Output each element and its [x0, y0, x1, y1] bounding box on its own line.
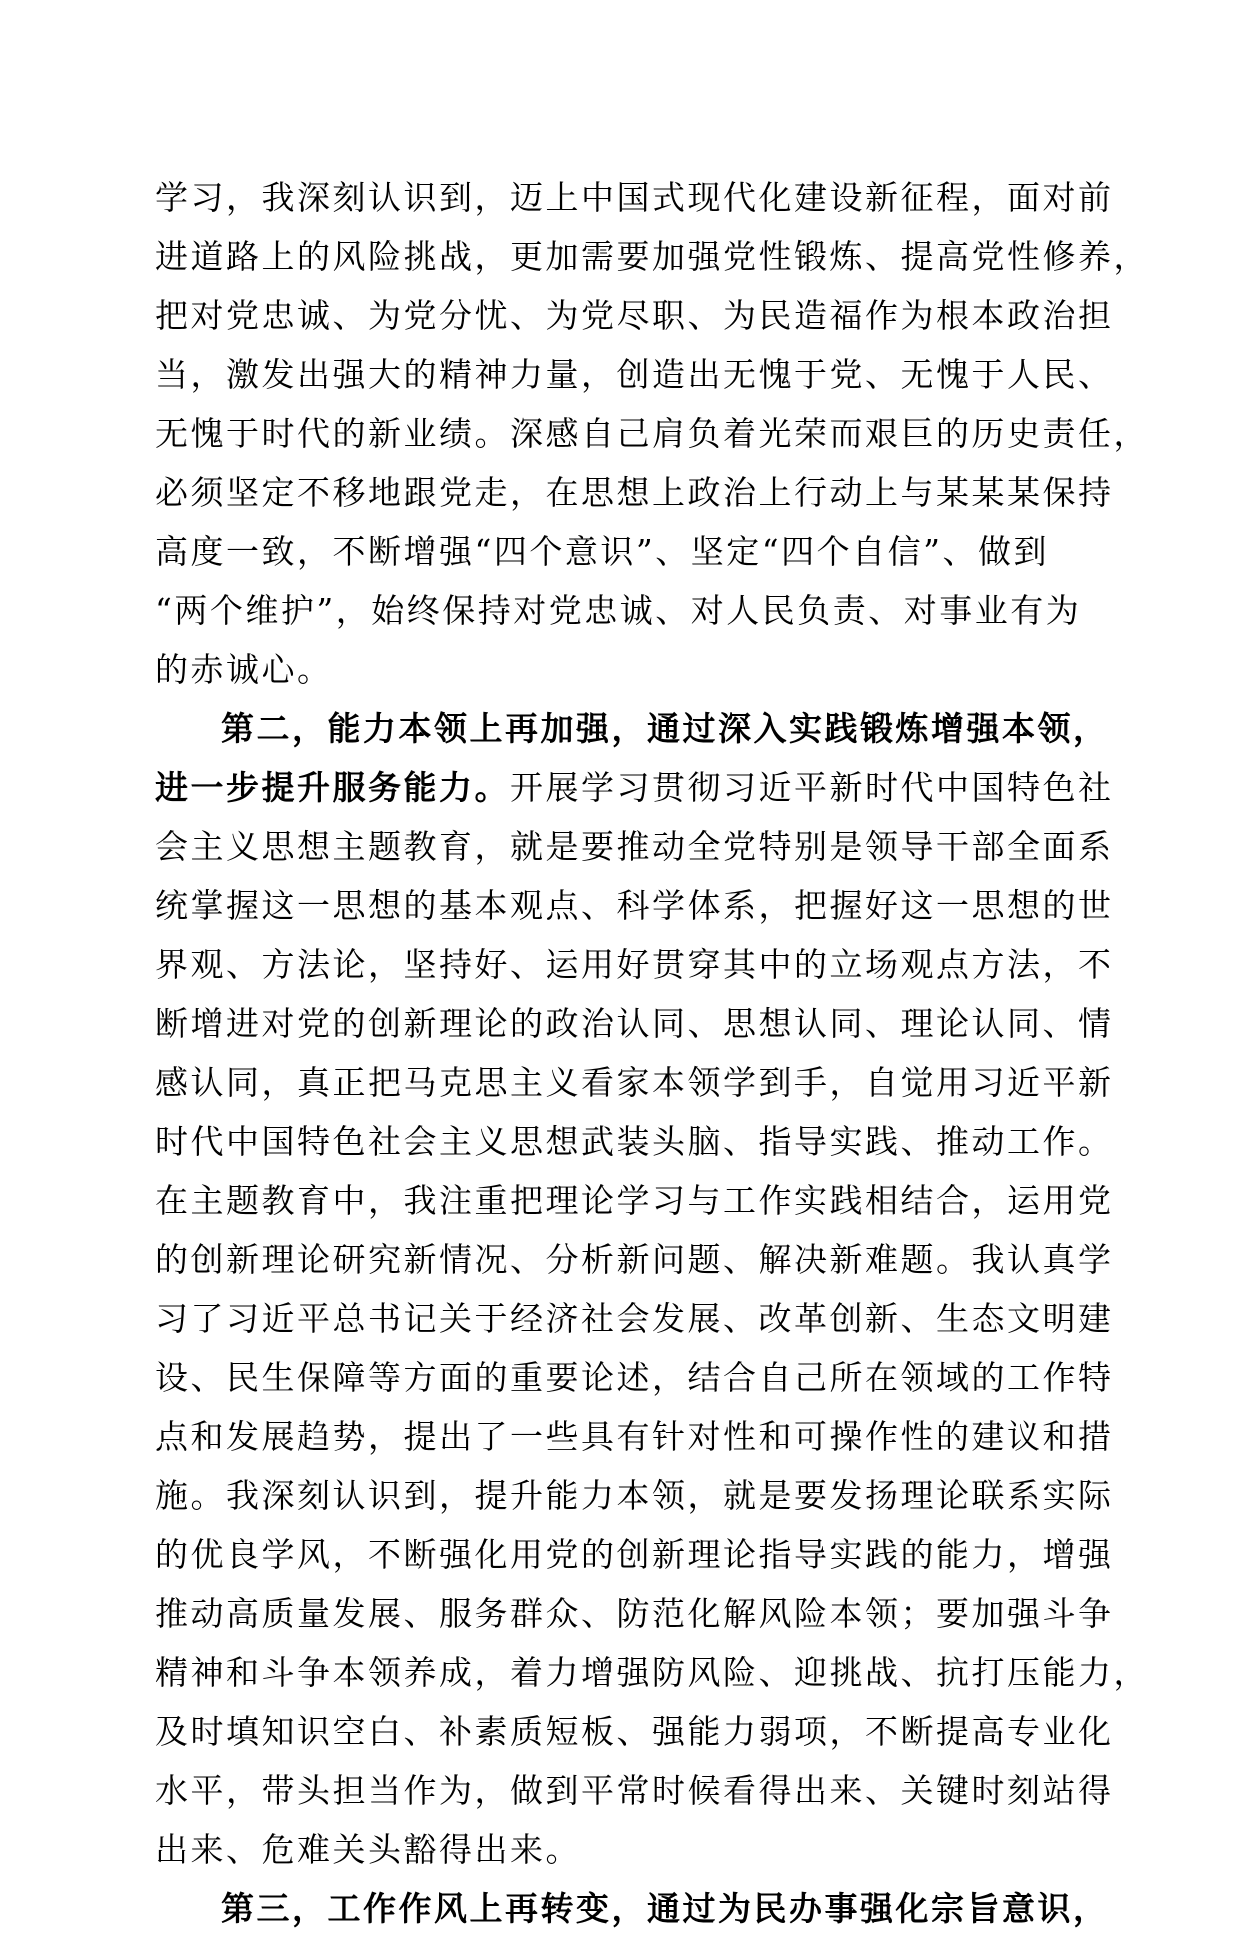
text-segment: 必须坚定不移地跟党走，在思想上政治上行动上与某某某保持 [155, 473, 1114, 512]
text-line [155, 1761, 1114, 1820]
text-segment: 习了习近平总书记关于经济社会发展、改革创新、生态文明建 [155, 1299, 1114, 1338]
text-line [155, 463, 1114, 522]
text-line [155, 227, 1149, 286]
text-line [155, 935, 1114, 994]
text-line [155, 1112, 1114, 1171]
text-line [155, 758, 1114, 817]
text-line [155, 876, 1114, 935]
text-segment: 点和发展趋势，提出了一些具有针对性和可操作性的建议和措 [155, 1417, 1114, 1456]
text-segment: 推动高质量发展、服务群众、防范化解风险本领；要加强斗争 [155, 1594, 1114, 1633]
text-segment: 设、民生保障等方面的重要论述，结合自己所在领域的工作特 [155, 1358, 1114, 1397]
text-line [155, 1879, 1109, 1938]
text-segment: 断增进对党的创新理论的政治认同、思想认同、理论认同、情 [155, 1004, 1114, 1043]
text-line [155, 1466, 1114, 1525]
bold-text-segment: 进一步提升服务能力。 [155, 768, 510, 807]
text-segment: 学习，我深刻认识到，迈上中国式现代化建设新征程，面对前 [155, 178, 1114, 217]
text-segment: 水平，带头担当作为，做到平常时候看得出来、关键时刻站得 [155, 1771, 1114, 1810]
text-line [155, 286, 1114, 345]
text-line [155, 522, 1095, 581]
text-line [155, 1525, 1114, 1584]
text-line [155, 404, 1149, 463]
text-line [155, 1053, 1114, 1112]
text-line [155, 817, 1114, 876]
text-segment: 在主题教育中，我注重把理论学习与工作实践相结合，运用党 [155, 1181, 1114, 1220]
text-segment: “两个维护”，始终保持对党忠诚、对人民负责、对事业有为 [155, 591, 1082, 630]
text-line [155, 345, 1114, 404]
text-line [155, 1584, 1114, 1643]
text-segment: 及时填知识空白、补素质短板、强能力弱项，不断提高专业化 [155, 1712, 1114, 1751]
text-segment: 感认同，真正把马克思主义看家本领学到手，自觉用习近平新 [155, 1063, 1114, 1102]
text-segment: 出来、危难关头豁得出来。 [155, 1830, 581, 1869]
document-page [155, 168, 1149, 1938]
text-segment: 的赤诚心。 [155, 650, 333, 689]
text-segment: 会主义思想主题教育，就是要推动全党特别是领导干部全面系 [155, 827, 1114, 866]
text-segment: 的创新理论研究新情况、分析新问题、解决新难题。我认真学 [155, 1240, 1114, 1279]
text-line [155, 1230, 1114, 1289]
text-line [155, 994, 1114, 1053]
text-line [155, 1820, 1095, 1879]
text-segment: 把对党忠诚、为党分忧、为党尽职、为民造福作为根本政治担 [155, 296, 1114, 335]
text-line [155, 1643, 1149, 1702]
text-line [155, 168, 1114, 227]
text-line [155, 1702, 1114, 1761]
text-segment: 精神和斗争本领养成，着力增强防风险、迎挑战、抗打压能力， [155, 1653, 1149, 1692]
text-segment: 当，激发出强大的精神力量，创造出无愧于党、无愧于人民、 [155, 355, 1114, 394]
text-segment: 无愧于时代的新业绩。深感自己肩负着光荣而艰巨的历史责任， [155, 414, 1149, 453]
text-line [155, 1348, 1114, 1407]
bold-text-segment: 第二，能力本领上再加强，通过深入实践锻炼增强本领， [221, 709, 1109, 748]
text-line [155, 1289, 1114, 1348]
text-segment: 统掌握这一思想的基本观点、科学体系，把握好这一思想的世 [155, 886, 1114, 925]
text-line [155, 581, 1095, 640]
text-segment: 界观、方法论，坚持好、运用好贯穿其中的立场观点方法，不 [155, 945, 1114, 984]
text-segment: 开展学习贯彻习近平新时代中国特色社 [510, 768, 1114, 807]
text-segment: 高度一致，不断增强“四个意识”、坚定“四个自信”、做到 [155, 532, 1049, 571]
text-line [155, 1407, 1114, 1466]
text-line [155, 640, 1095, 699]
text-segment: 的优良学风，不断强化用党的创新理论指导实践的能力，增强 [155, 1535, 1114, 1574]
text-line [155, 1171, 1114, 1230]
text-line [155, 699, 1109, 758]
bold-text-segment: 第三，工作作风上再转变，通过为民办事强化宗旨意识， [221, 1889, 1109, 1928]
text-segment: 时代中国特色社会主义思想武装头脑、指导实践、推动工作。 [155, 1122, 1114, 1161]
text-segment: 进道路上的风险挑战，更加需要加强党性锻炼、提高党性修养， [155, 237, 1149, 276]
text-segment: 施。我深刻认识到，提升能力本领，就是要发扬理论联系实际 [155, 1476, 1114, 1515]
